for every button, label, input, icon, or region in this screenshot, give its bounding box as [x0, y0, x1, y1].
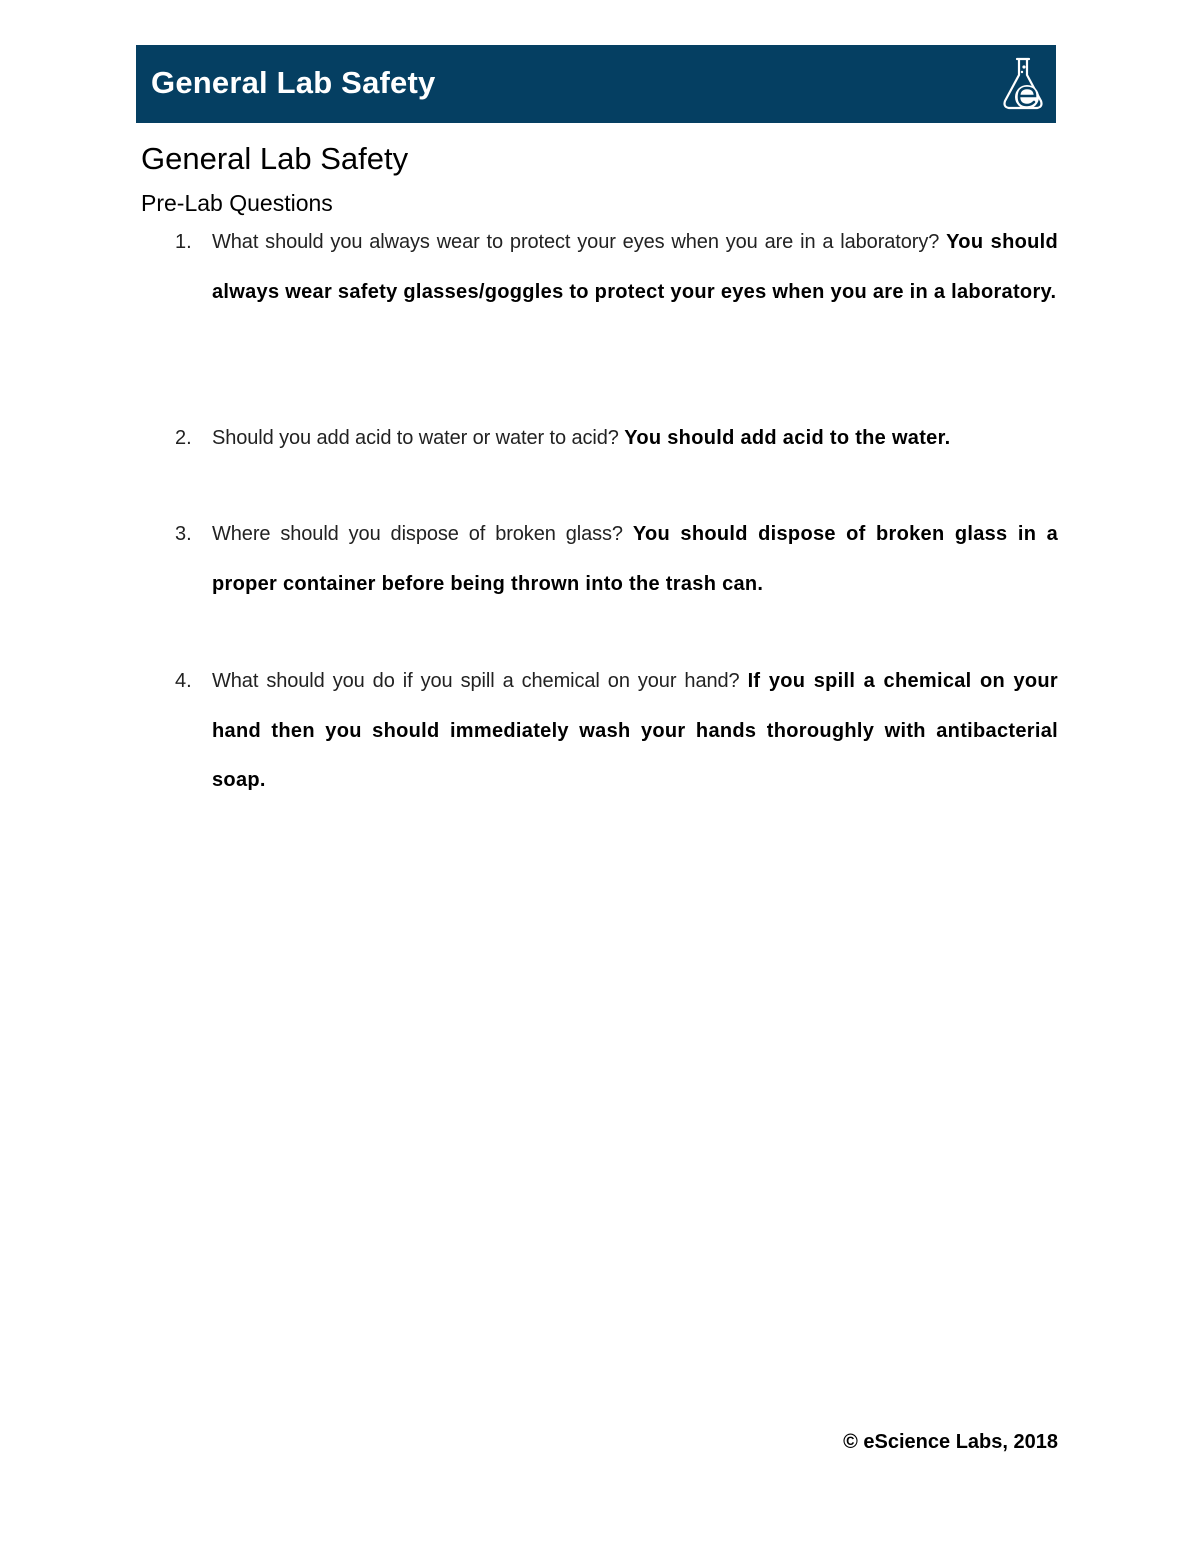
list-item	[175, 657, 1058, 806]
header-banner	[136, 45, 1056, 123]
flask-e-logo-icon	[1000, 55, 1046, 113]
answer-text: If you spill a chemical on your hand then you should immediately wash your hands thoroughly with antibacterial soap.	[212, 670, 1058, 791]
answer-text: You should add acid to the water.	[624, 427, 951, 449]
section-heading: Pre-Lab Questions	[141, 190, 333, 216]
document-title: General Lab Safety	[141, 141, 409, 176]
copyright-footer: © eScience Labs, 2018	[843, 1431, 1058, 1453]
banner-title: General Lab Safety	[151, 65, 436, 100]
question-text: Where should you dispose of broken glass?	[212, 523, 633, 545]
question-text: Should you add acid to water or water to acid?	[212, 427, 625, 449]
list-item	[175, 414, 1058, 464]
question-text: What should you do if you spill a chemical on your hand?	[212, 670, 748, 692]
question-number: 2.	[175, 427, 192, 449]
question-text: What should you always wear to protect your eyes when you are in a laboratory?	[212, 231, 947, 253]
question-number: 1.	[175, 231, 192, 253]
list-item	[175, 218, 1058, 317]
question-number: 3.	[175, 523, 192, 545]
list-item	[175, 510, 1058, 609]
question-number: 4.	[175, 670, 192, 692]
answer-text: You should dispose of broken glass in a proper container before being thrown into the trash can.	[212, 523, 1058, 595]
answer-text: You should always wear safety glasses/goggles to protect your eyes when you are in a laboratory.	[212, 231, 1058, 303]
